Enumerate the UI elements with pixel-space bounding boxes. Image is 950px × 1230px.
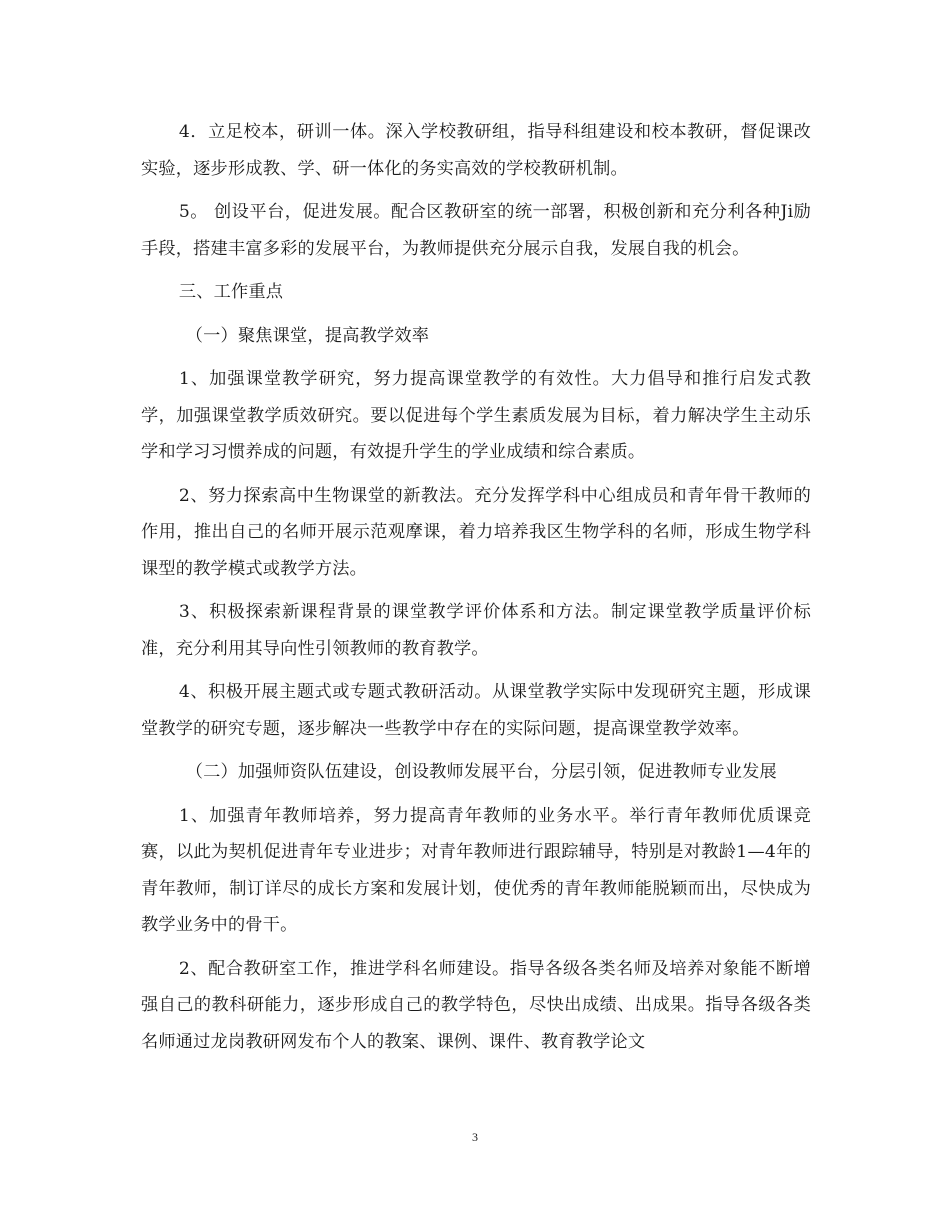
subsection-heading-1: （一）聚焦课堂，提高教学效率 <box>185 325 430 346</box>
section-heading: 三、工作重点 <box>178 282 284 302</box>
page-number: 3 <box>472 1130 478 1144</box>
paragraph-focus-2: 2、努力探索高中生物课堂的新教法。充分发挥学科中心组成员和青年骨干教师的作用，推出自己的名师开展示范观摩课，着力培养我区生物学科的名师，形成生物学科课型的教学模式或教学方法。 <box>141 485 811 579</box>
paragraph-item-4: 4．立足校本，研训一体。深入学校教研组，指导科组建设和校本教研，督促课改实验，逐步形成教、学、研一体化的务实高效的学校教研机制。 <box>141 122 811 179</box>
paragraph-team-2: 2、配合教研室工作，推进学科名师建设。指导各级各类名师及培养对象能不断增强自己的教科研能力，逐步形成自己的教学特色，尽快出成绩、出成果。指导各级各类名师通过龙岗教研网发布个人的教案、课例、课件、教育教学论文 <box>141 958 811 1052</box>
paragraph-focus-3: 3、积极探索新课程背景的课堂教学评价体系和方法。制定课堂教学质量评价标准，充分利用其导向性引领教师的教育教学。 <box>141 602 811 659</box>
paragraph-focus-4: 4、积极开展主题式或专题式教研活动。从课堂教学实际中发现研究主题，形成课堂教学的研究专题，逐步解决一些教学中存在的实际问题，提高课堂教学效率。 <box>141 682 811 739</box>
subsection-heading-2: （二）加强师资队伍建设，创设教师发展平台，分层引领，促进教师专业发展 <box>185 762 777 782</box>
paragraph-item-5: 5。 创设平台，促进发展。配合区教研室的统一部署，积极创新和充分利各种Ji励手段，搭建丰富多彩的发展平台，为教师提供充分展示自我，发展自我的机会。 <box>141 202 811 259</box>
document-body <box>141 114 811 1067</box>
paragraph-team-1: 1、加强青年教师培养，努力提高青年教师的业务水平。举行青年教师优质课竞赛，以此为契机促进青年专业进步；对青年教师进行跟踪辅导，特别是对教龄1—4年的青年教师，制订详尽的成长方案和发展计划，使优秀的青年教师能脱颖而出，尽快成为教学业务中的骨干。 <box>141 805 811 935</box>
paragraph-focus-1: 1、加强课堂教学研究，努力提高课堂教学的有效性。大力倡导和推行启发式教学，加强课堂教学质效研究。要以促进每个学生素质发展为目标，着力解决学生主动乐学和学习习惯养成的问题，有效提升学生的学业成绩和综合素质。 <box>141 369 811 462</box>
